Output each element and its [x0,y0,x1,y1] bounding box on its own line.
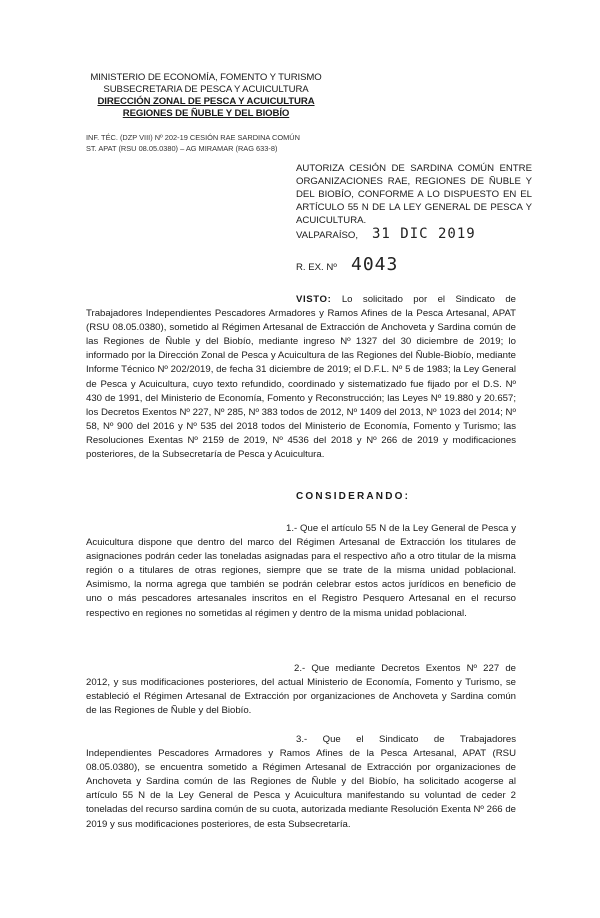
resolution-number: 4043 [351,254,399,275]
considerando-1 [86,522,516,621]
ministry-name: MINISTERIO DE ECONOMÍA, FOMENTO Y TURISMO [90,72,322,83]
regions-name: REGIONES DE ÑUBLE Y DEL BIOBÍO [122,108,290,119]
subject-summary: AUTORIZA CESIÓN DE SARDINA COMÚN ENTRE ORGANIZACIONES RAE, REGIONES DE ÑUBLE Y DEL BIOBÍO, CONFORME A LO DISPUESTO EN EL ARTÍCULO 55 N DE LA LEY GENERAL DE PESCA Y ACUICULTURA. [296,163,532,226]
reference-line-2: ST. APAT (RSU 08.05.0380) – AG MIRAMAR (RAG 633-8) [86,144,278,153]
visto-text: Lo solicitado por el Sindicato de Trabajadores Independientes Pescadores Armadores y Ramos Afines de la Pesca Artesanal, APAT (RSU 08.05.0380), sometido al Régimen Artesanal de Extracción de Anchoveta y Sardina común de las Regiones de Ñuble y del Biobío, mediante ingreso Nº 1327 del 30 diciembre de 2019; lo informado por la Dirección Zonal de Pesca y Acuicultura de las Regiones del Ñuble-Biobío, mediante Informe Técnico Nº 202/2019, de fecha 31 diciembre de 2019; el D.F.L. Nº 5 de 1983; la Ley General de Pesca y Acuicultura, cuyo texto refundido, coordinado y sistematizado fue fijado por el D.S. Nº 430 de 1991, del Ministerio de Economía, Fomento y Reconstrucción; las Leyes Nº 19.880 y 20.657; los Decretos Exentos Nº 227, Nº 285, Nº 383 todos de 2012, Nº 1409 del 2013, Nº 1023 del 2014; Nº 58, Nº 900 del 2016 y Nº 535 del 2018 todos del Ministerio de Economía, Fomento y Turismo; las Resoluciones Exentas Nº 2159 de 2019, Nº 4536 del 2018 y Nº 266 de 2019 y modificaciones posteriores, de la Subsecretaría de Pesca y Acuicultura. [86,294,516,461]
considerando-1-text: 1.- Que el artículo 55 N de la Ley General de Pesca y Acuicultura dispone que dentro del marco del Régimen Artesanal de Extracción los titulares de asignaciones podrán ceder las toneladas asignadas para el respectivo año a otro titular de la misma región o a titulares de otras regiones, siempre que se trate de la misma unidad poblacional. Asimismo, la norma agrega que también se podrán celebrar estos actos jurídicos en beneficio de uno o más pescadores artesanales inscritos en el Registro Pesquero Artesanal en el recurso respectivo en regiones no sometidas al régimen y dentro de la misma unidad poblacional. [86,523,516,619]
date-stamp: 31 DIC 2019 [372,226,476,242]
reference-block [86,132,300,154]
visto-paragraph [86,293,516,462]
considerando-2 [86,662,516,718]
considerando-3 [86,733,516,832]
considerando-2-text: 2.- Que mediante Decretos Exentos Nº 227 de 2012, y sus modificaciones posteriores, del actual Ministerio de Economía, Fomento y Turismo, se estableció el Régimen Artesanal de Extracción por organizaciones de Anchoveta y Sardina común de las Regiones de Ñuble y del Biobío. [86,663,516,717]
visto-label: VISTO: [296,294,332,305]
undersecretariat-name: SUBSECRETARIA DE PESCA Y ACUICULTURA [103,84,309,95]
resolution-label: R. EX. Nº [296,262,337,273]
zonal-directorate-name: DIRECCIÓN ZONAL DE PESCA Y ACUICULTURA [97,96,315,107]
reference-line-1: INF. TÉC. (DZP VIII) Nº 202-19 CESIÓN RAE SARDINA COMÚN [86,133,300,142]
place-label: VALPARAÍSO, [296,230,359,241]
considerando-heading: CONSIDERANDO: [296,491,411,502]
considerando-3-text: 3.- Que el Sindicato de Trabajadores Independientes Pescadores Armadores y Ramos Afines de la Pesca Artesanal, APAT (RSU 08.05.0380), se encuentra sometido a Régimen Artesanal de Extracción por organizaciones de Anchoveta y Sardina común de las Regiones de Ñuble y del Biobío, ha solicitado acogerse al artículo 55 N de la Ley General de Pesca y Acuicultura manifestando su voluntad de ceder 2 toneladas del recurso sardina común de su cuota, autorizada mediante Resolución Exenta Nº 266 de 2019 y sus modificaciones posteriores, de esta Subsecretaría. [86,734,516,830]
letterhead [86,72,326,120]
